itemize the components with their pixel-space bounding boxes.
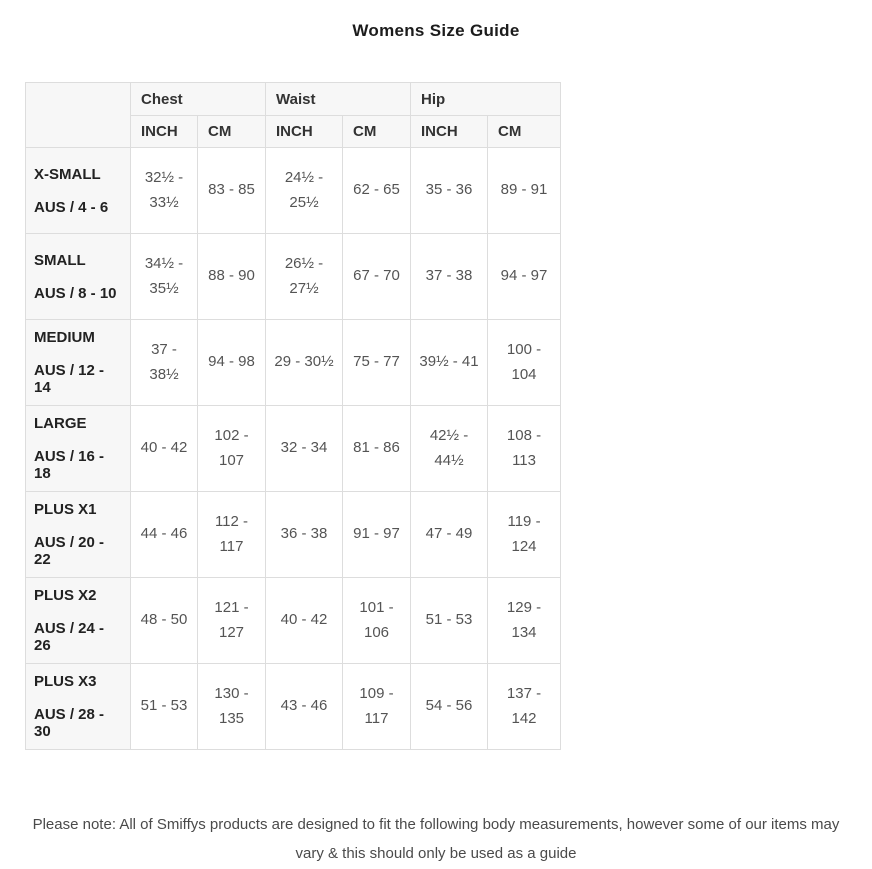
unit-header-hip-cm: CM: [488, 116, 561, 148]
size-label-cell: [26, 148, 131, 234]
chest-inch-value: 37 - 38½: [131, 320, 198, 406]
waist-cm-value: 109 - 117: [343, 664, 411, 750]
hip-cm-value: 100 - 104: [488, 320, 561, 406]
unit-header-hip-inch: INCH: [411, 116, 488, 148]
unit-header-chest-inch: INCH: [131, 116, 198, 148]
chest-inch-value: 40 - 42: [131, 406, 198, 492]
unit-header-waist-inch: INCH: [266, 116, 343, 148]
size-label-cell: [26, 320, 131, 406]
aus-size: AUS / 16 - 18: [34, 448, 105, 482]
waist-cm-value: 62 - 65: [343, 148, 411, 234]
table-row-large: [26, 406, 561, 492]
hip-cm-value: 89 - 91: [488, 148, 561, 234]
waist-inch-value: 26½ - 27½: [266, 234, 343, 320]
hip-cm-value: 129 - 134: [488, 578, 561, 664]
size-label-cell: [26, 234, 131, 320]
chest-cm-value: 88 - 90: [198, 234, 266, 320]
aus-size: AUS / 4 - 6: [34, 198, 109, 216]
size-name: LARGE: [34, 415, 87, 432]
chest-cm-value: 112 - 117: [198, 492, 266, 578]
footer-note: Please note: All of Smiffys products are designed to fit the following body measurements, however some of our items may vary & this should only be used as a guide: [32, 816, 840, 862]
chest-inch-value: 51 - 53: [131, 664, 198, 750]
table-row-plus-x1: [26, 492, 561, 578]
size-label-cell: [26, 578, 131, 664]
hip-cm-value: 137 - 142: [488, 664, 561, 750]
chest-cm-value: 94 - 98: [198, 320, 266, 406]
chest-inch-value: 32½ - 33½: [131, 148, 198, 234]
hip-inch-value: 39½ - 41: [411, 320, 488, 406]
waist-cm-value: 101 - 106: [343, 578, 411, 664]
column-group-header-row: [26, 83, 561, 116]
hip-inch-value: 42½ - 44½: [411, 406, 488, 492]
waist-cm-value: 91 - 97: [343, 492, 411, 578]
hip-inch-value: 51 - 53: [411, 578, 488, 664]
waist-cm-value: 67 - 70: [343, 234, 411, 320]
size-name: MEDIUM: [34, 329, 95, 346]
chest-inch-value: 34½ - 35½: [131, 234, 198, 320]
waist-inch-value: 32 - 34: [266, 406, 343, 492]
unit-header-waist-cm: CM: [343, 116, 411, 148]
column-group-waist: Waist: [266, 83, 411, 116]
size-label-cell: [26, 406, 131, 492]
size-label-cell: [26, 492, 131, 578]
hip-inch-value: 47 - 49: [411, 492, 488, 578]
aus-size: AUS / 20 - 22: [34, 534, 105, 568]
waist-inch-value: 43 - 46: [266, 664, 343, 750]
hip-inch-value: 35 - 36: [411, 148, 488, 234]
hip-cm-value: 119 - 124: [488, 492, 561, 578]
size-name: PLUS X2: [34, 587, 97, 604]
hip-cm-value: 108 - 113: [488, 406, 561, 492]
chest-inch-value: 44 - 46: [131, 492, 198, 578]
size-name: PLUS X1: [34, 501, 97, 518]
size-guide-table: [25, 82, 561, 750]
size-label-cell: [26, 664, 131, 750]
size-name: PLUS X3: [34, 673, 97, 690]
chest-cm-value: 102 - 107: [198, 406, 266, 492]
table-row-medium: [26, 320, 561, 406]
column-group-hip: Hip: [411, 83, 561, 116]
chest-cm-value: 121 - 127: [198, 578, 266, 664]
corner-cell: [26, 83, 131, 148]
hip-inch-value: 37 - 38: [411, 234, 488, 320]
chest-inch-value: 48 - 50: [131, 578, 198, 664]
size-name: X-SMALL: [34, 165, 101, 183]
unit-header-chest-cm: CM: [198, 116, 266, 148]
waist-inch-value: 24½ - 25½: [266, 148, 343, 234]
chest-cm-value: 83 - 85: [198, 148, 266, 234]
waist-inch-value: 29 - 30½: [266, 320, 343, 406]
chest-cm-value: 130 - 135: [198, 664, 266, 750]
table-row-small: [26, 234, 561, 320]
aus-size: AUS / 8 - 10: [34, 284, 117, 302]
page-title: Womens Size Guide: [352, 21, 520, 40]
hip-cm-value: 94 - 97: [488, 234, 561, 320]
table-row-plus-x2: [26, 578, 561, 664]
table-row-xsmall: [26, 148, 561, 234]
waist-inch-value: 36 - 38: [266, 492, 343, 578]
aus-size: AUS / 28 - 30: [34, 706, 105, 740]
hip-inch-value: 54 - 56: [411, 664, 488, 750]
aus-size: AUS / 12 - 14: [34, 362, 105, 396]
waist-cm-value: 81 - 86: [343, 406, 411, 492]
size-name: SMALL: [34, 251, 86, 269]
aus-size: AUS / 24 - 26: [34, 620, 105, 654]
column-group-chest: Chest: [131, 83, 266, 116]
waist-cm-value: 75 - 77: [343, 320, 411, 406]
table-row-plus-x3: [26, 664, 561, 750]
waist-inch-value: 40 - 42: [266, 578, 343, 664]
